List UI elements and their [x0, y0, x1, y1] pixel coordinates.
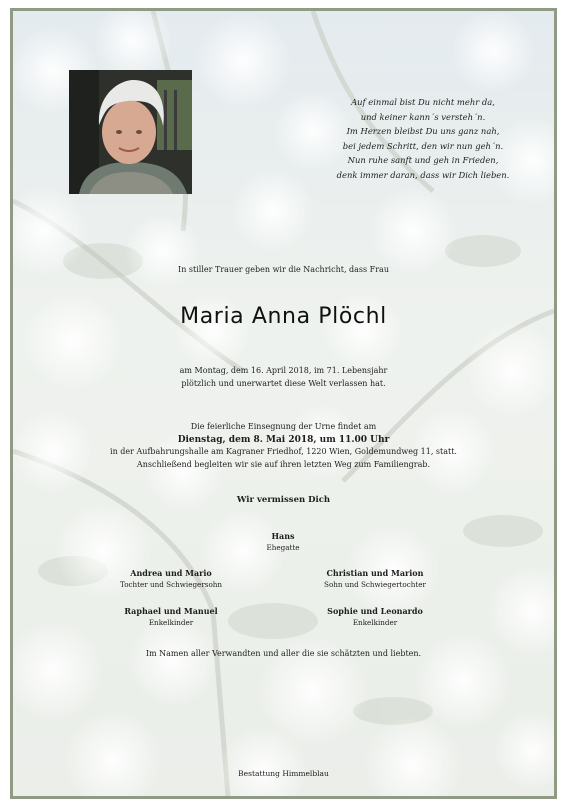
family-name: Christian und Marion: [326, 568, 424, 578]
family-relation: Tochter und Schwiegersohn: [119, 580, 223, 589]
funeral-location: in der Aufbahrungshalle am Kagraner Friedhof, 1220 Wien, Goldemundweg 11, statt.: [110, 447, 457, 456]
obituary-frame: [10, 8, 557, 799]
poem-line: und keiner kann´s versteh´n.: [360, 111, 486, 122]
family-children-1: [71, 567, 271, 591]
portrait-photo: [69, 70, 192, 194]
poem: [313, 95, 533, 183]
family-relation: Enkelkinder: [148, 618, 194, 627]
intro-text: In stiller Trauer geben wir die Nachricht, dass Frau: [178, 265, 389, 274]
funeral-line: Die feierliche Einsegnung der Urne findet am: [190, 422, 377, 431]
family-spouse: [183, 530, 383, 554]
death-notice: [13, 365, 554, 390]
funeral-line: Anschließend begleiten wir sie auf ihren letzten Weg zum Familiengrab.: [136, 459, 431, 469]
closing-text: Im Namen aller Verwandten und aller die sie schätzten und liebten.: [145, 649, 422, 658]
family-children-2: [275, 567, 475, 591]
family-name: Andrea und Mario: [130, 568, 212, 578]
family-grandchildren-2: [275, 605, 475, 629]
funeral-date: Dienstag, dem 8. Mai 2018, um 11.00 Uhr: [177, 434, 390, 445]
miss-heading: Wir vermissen Dich: [236, 495, 331, 505]
undertaker-name: Bestattung Himmelblau: [238, 769, 329, 778]
poem-line: Im Herzen bleibst Du uns ganz nah,: [346, 126, 500, 137]
family-name: Raphael und Manuel: [124, 606, 218, 616]
funeral-info: [13, 421, 554, 471]
family-relation: Sohn und Schwiegertochter: [324, 580, 426, 589]
family-grandchildren-1: [71, 605, 271, 629]
poem-line: bei jedem Schritt, den wir nun geh´n.: [342, 140, 504, 151]
family-relation: Enkelkinder: [352, 618, 398, 627]
family-relation: Ehegatte: [266, 543, 300, 552]
poem-line: denk immer daran, dass wir Dich lieben.: [336, 169, 510, 180]
deceased-name: Maria Anna Plöchl: [180, 304, 387, 329]
death-line: am Montag, dem 16. April 2018, im 71. Lebensjahr: [179, 366, 388, 375]
poem-line: Nun ruhe sanft und geh in Frieden,: [347, 155, 499, 166]
family-name: Sophie und Leonardo: [327, 606, 423, 616]
family-name: Hans: [271, 531, 295, 541]
poem-line: Auf einmal bist Du nicht mehr da,: [351, 97, 495, 107]
death-line: plötzlich und unerwartet diese Welt verlassen hat.: [181, 378, 386, 388]
